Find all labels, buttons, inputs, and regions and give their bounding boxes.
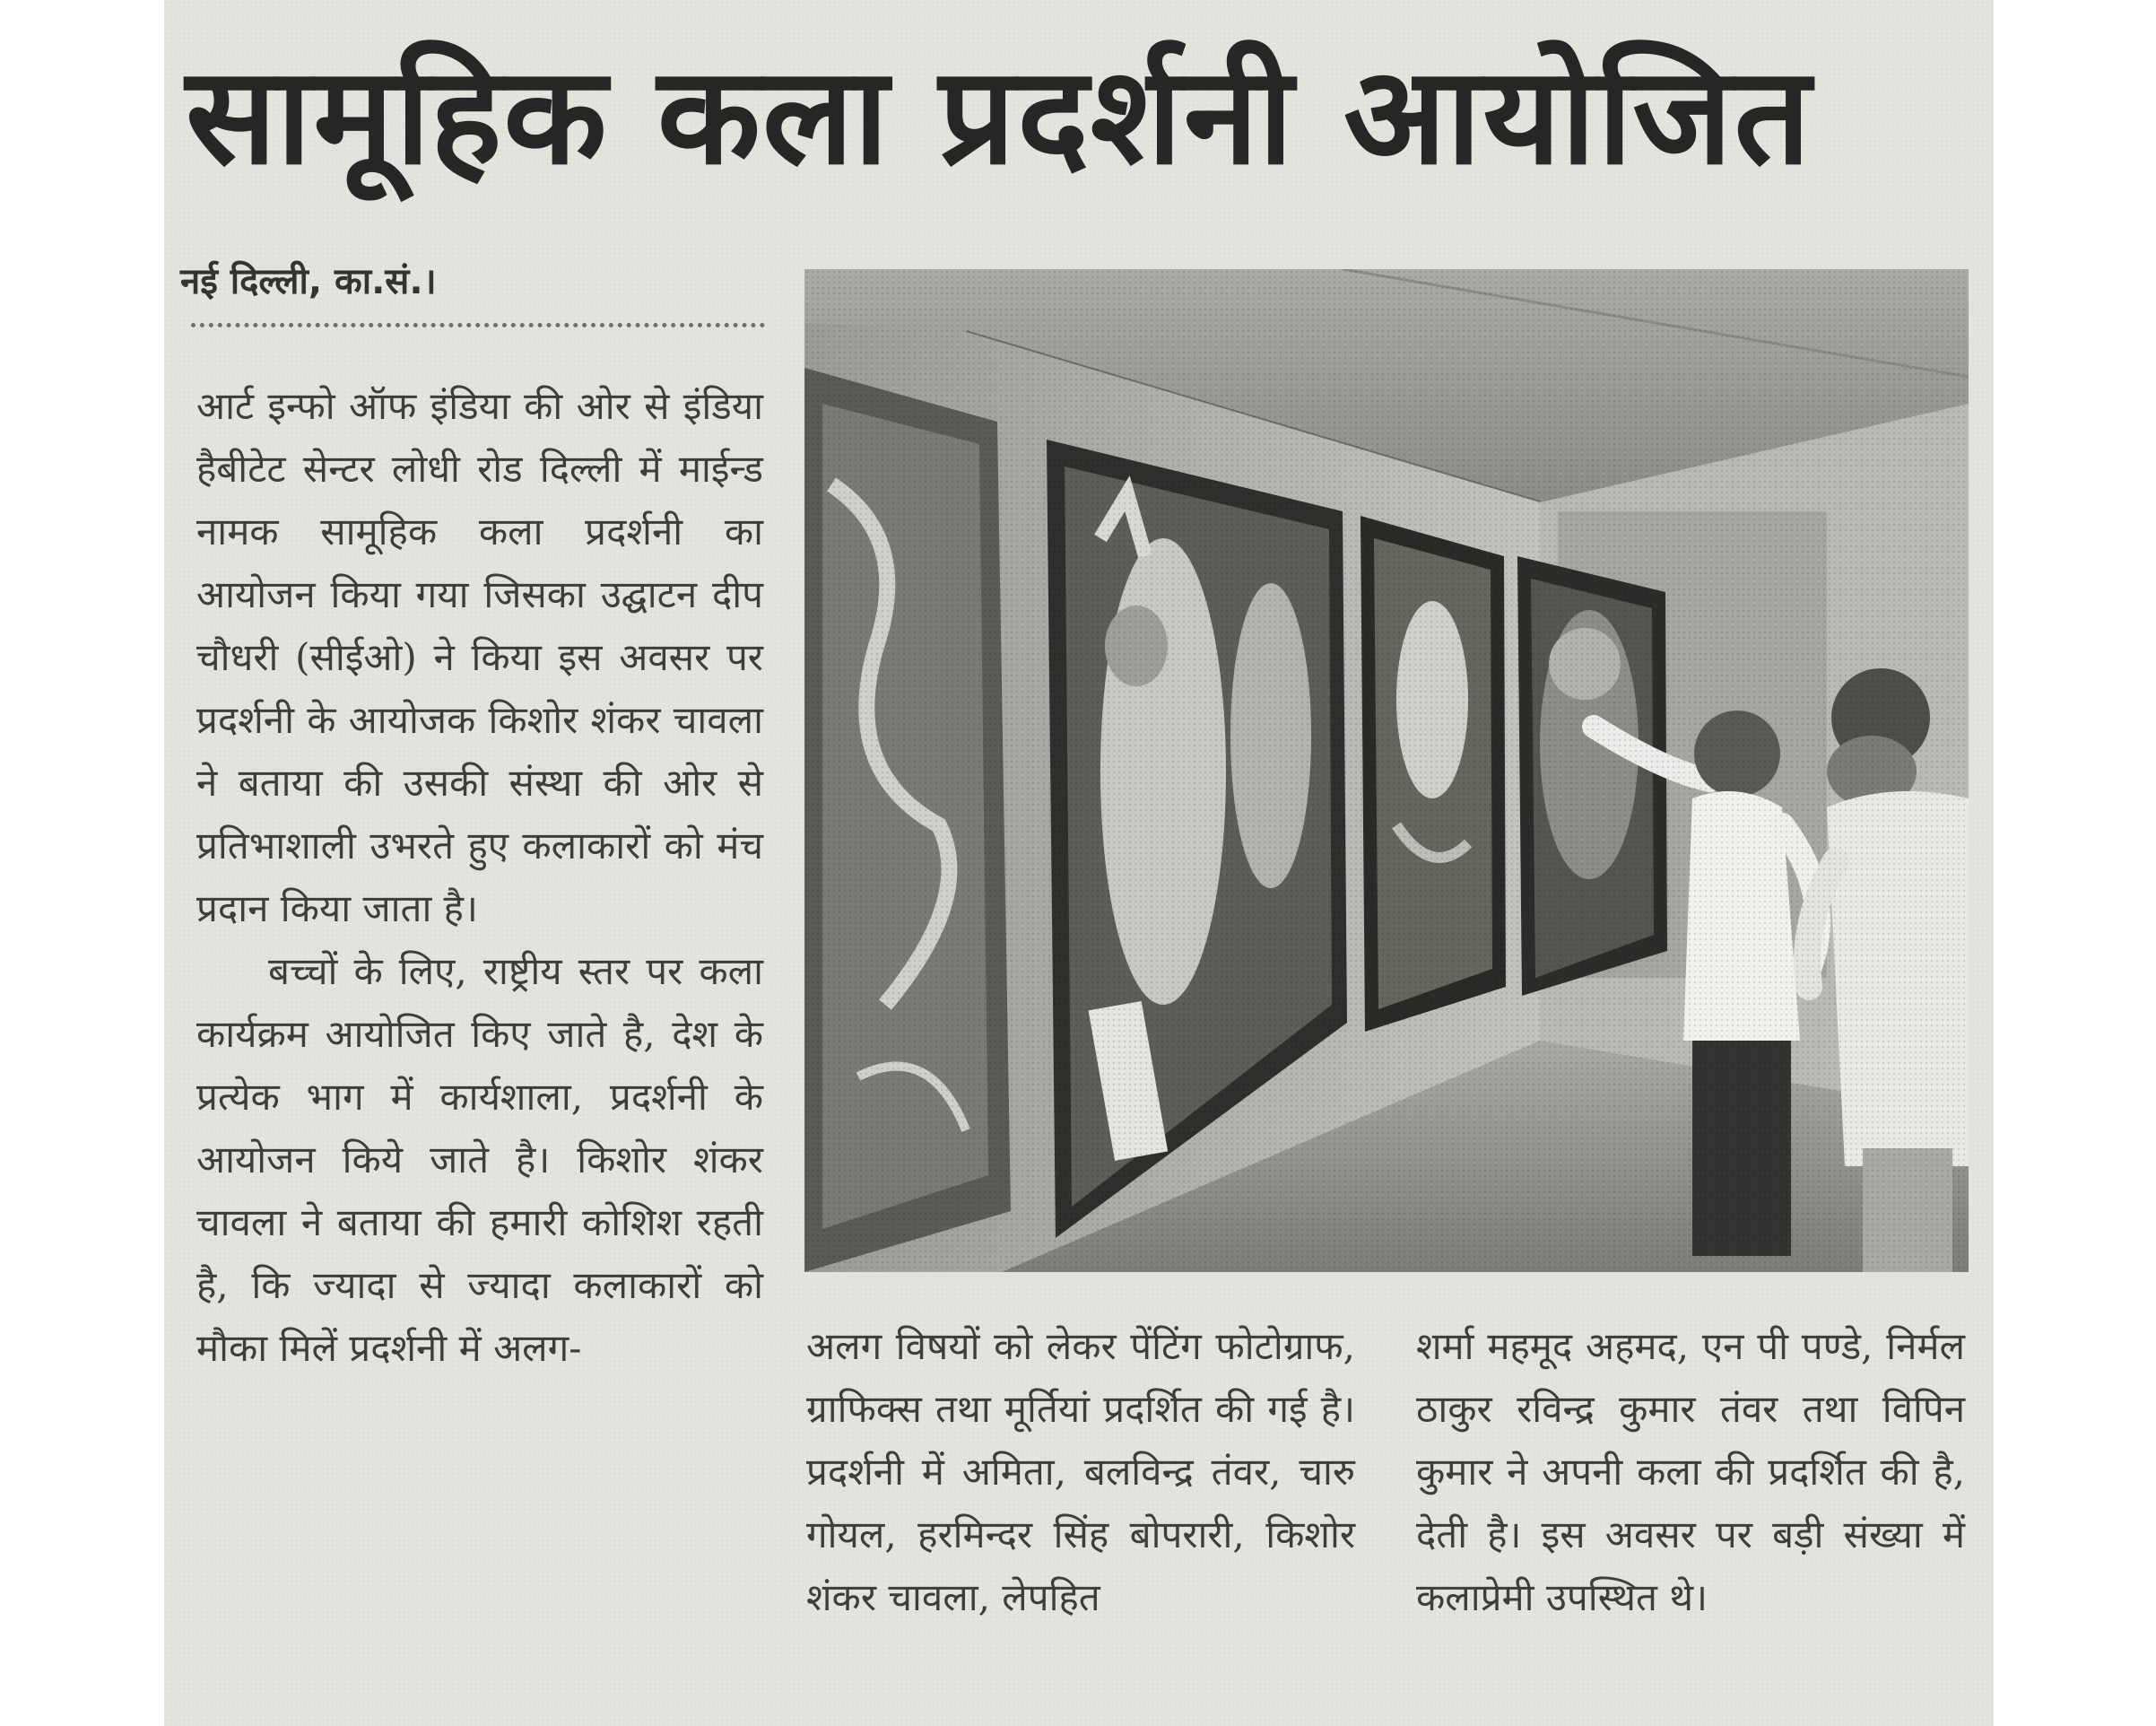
article-column-1 bbox=[196, 375, 763, 1380]
newspaper-clipping bbox=[164, 0, 1994, 1726]
dateline: नई दिल्ली, का.सं.। bbox=[180, 261, 437, 302]
article-column-2: अलग विषयों को लेकर पेंटिंग फोटोग्राफ, ग्राफिक्स तथा मूर्तियां प्रदर्शित की गई है। प्रदर्शनी में अमिता, बलविन्द्र तंवर, चारु गोयल, हरमिन्दर सिंह बोपरारी, किशोर शंकर चावला, लेपहित bbox=[806, 1324, 1355, 1619]
exhibition-photo bbox=[804, 269, 1969, 1272]
dotted-divider bbox=[191, 323, 765, 327]
headline: सामूहिक कला प्रदर्शनी आयोजित bbox=[186, 39, 1813, 195]
paragraph-2: बच्चों के लिए, राष्ट्रीय स्तर पर कला कार्यक्रम आयोजित किए जाते है, देश के प्रत्येक भाग में कार्यशाला, प्रदर्शनी के आयोजन किये जाते है। किशोर शंकर चावला ने बताया की हमारी कोशिश रहती है, कि ज्यादा से ज्यादा कलाकारों को मौका मिलें प्रदर्शनी में अलग- bbox=[196, 949, 763, 1370]
article-column-3: शर्मा महमूद अहमद, एन पी पण्डे, निर्मल ठाकुर रविन्द्र कुमार तंवर तथा विपिन कुमार ने अपनी कला की प्रदर्शित की है, देती है। इस अवसर पर बड़ी संख्या में कलाप्रेमी उपस्थित थे। bbox=[1416, 1324, 1965, 1619]
paragraph-1: आर्ट इन्फो ऑफ इंडिया की ओर से इंडिया हैबीटेट सेन्टर लोधी रोड दिल्ली में माईन्ड नामक सामूहिक कला प्रदर्शनी का आयोजन किया गया जिसका उद्घाटन दीप चौधरी (सीईओ) ने किया इस अवसर पर प्रदर्शनी के आयोजक किशोर शंकर चावला ने बताया की उसकी संस्था की ओर से प्रतिभाशाली उभरते हुए कलाकारों को मंच प्रदान किया जाता है। bbox=[196, 384, 763, 930]
